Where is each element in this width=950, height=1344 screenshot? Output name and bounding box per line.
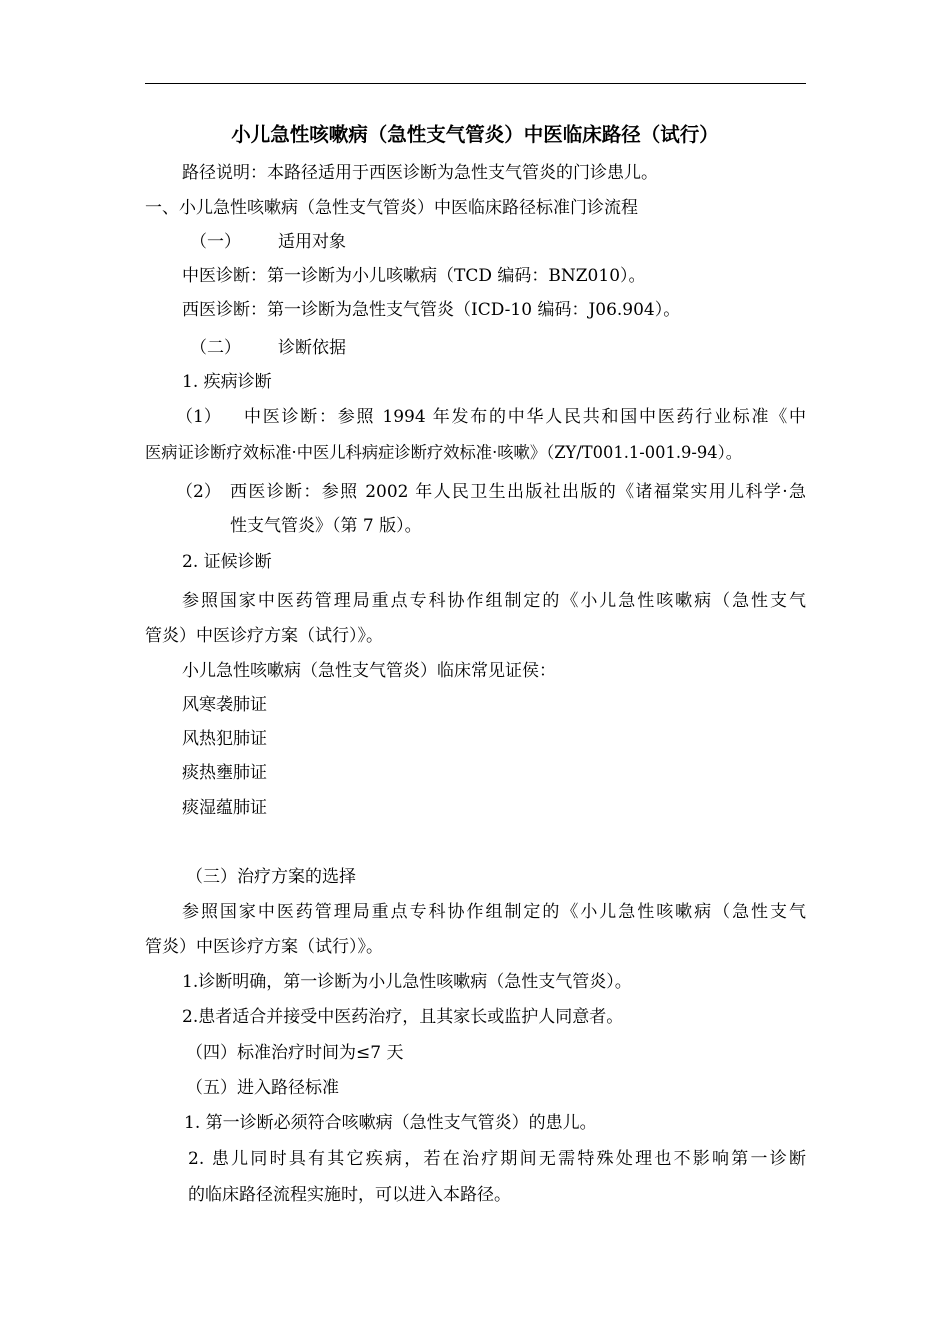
reference-line: 中医诊断：参照 1994 年发布的中华人民共和国中医药行业标准《中: [244, 407, 806, 427]
syndrome-item: 风热犯肺证: [182, 729, 267, 749]
reference-line: 西医诊断：参照 2002 年人民卫生出版社出版的《诸福棠实用儿科学·急: [230, 482, 806, 502]
subsection-title: 适用对象: [278, 232, 346, 252]
list-item: 1.诊断明确，第一诊断为小儿急性咳嗽病（急性支气管炎）。: [182, 972, 632, 992]
subsection-title: 诊断依据: [278, 338, 346, 358]
tcm-diagnosis: 中医诊断：第一诊断为小儿咳嗽病（TCD 编码：BNZ010）。: [182, 266, 646, 286]
paragraph-line: 参照国家中医药管理局重点专科协作组制定的《小儿急性咳嗽病（急性支气: [182, 591, 806, 611]
syndrome-intro: 小儿急性咳嗽病（急性支气管炎）临床常见证侯：: [182, 661, 556, 681]
subsection-title: （三）治疗方案的选择: [186, 867, 356, 887]
intro-text: 路径说明：本路径适用于西医诊断为急性支气管炎的门诊患儿。: [182, 163, 658, 183]
reference-line: 性支气管炎》（第 7 版）。: [230, 516, 422, 536]
subsection-number: （一）: [190, 232, 241, 252]
wm-diagnosis: 西医诊断：第一诊断为急性支气管炎（ICD-10 编码：J06.904）。: [182, 300, 681, 320]
reference-line: 医病证诊断疗效标准·中医儿科病症诊断疗效标准·咳嗽》（ZY/T001.1-001.9-94）。: [145, 443, 743, 462]
list-item-heading: 1. 疾病诊断: [182, 372, 272, 392]
subsection-title: （四）标准治疗时间为≤7 天: [186, 1043, 404, 1063]
list-item: 1. 第一诊断必须符合咳嗽病（急性支气管炎）的患儿。: [184, 1113, 597, 1133]
list-item-heading: 2. 证候诊断: [182, 552, 272, 572]
header-rule: [145, 83, 806, 84]
syndrome-item: 痰热壅肺证: [182, 763, 267, 783]
list-item: 2.患者适合并接受中医药治疗，且其家长或监护人同意者。: [182, 1007, 624, 1027]
list-item: 2. 患儿同时具有其它疾病，若在治疗期间无需特殊处理也不影响第一诊断: [188, 1149, 806, 1169]
section-heading: 一、小儿急性咳嗽病（急性支气管炎）中医临床路径标准门诊流程: [145, 198, 638, 218]
paragraph-line: 管炎）中医诊疗方案（试行）》。: [145, 937, 383, 957]
list-item-continuation: 的临床路径流程实施时，可以进入本路径。: [188, 1185, 511, 1205]
subsection-title: （五）进入路径标准: [186, 1078, 339, 1098]
paragraph-line: 参照国家中医药管理局重点专科协作组制定的《小儿急性咳嗽病（急性支气: [182, 902, 806, 922]
syndrome-item: 风寒袭肺证: [182, 695, 267, 715]
page-title: 小儿急性咳嗽病（急性支气管炎）中医临床路径（试行）: [231, 123, 719, 146]
reference-number: （2）: [176, 482, 221, 502]
reference-number: （1）: [176, 407, 221, 427]
syndrome-item: 痰湿蕴肺证: [182, 798, 267, 818]
subsection-number: （二）: [190, 338, 241, 358]
paragraph-line: 管炎）中医诊疗方案（试行）》。: [145, 626, 383, 646]
